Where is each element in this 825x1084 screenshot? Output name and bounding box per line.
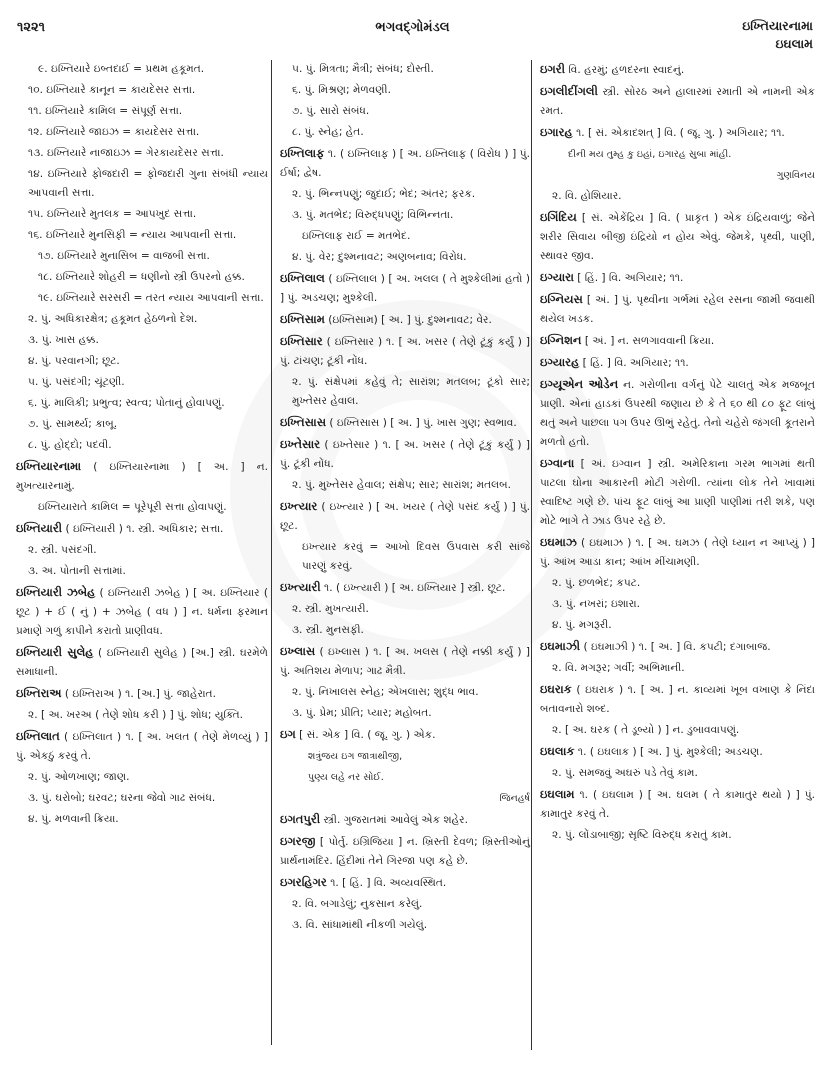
entry-text: ૮. પું. સ્નેહ; હેત. [292,126,364,138]
entry-text: ( ઇખ્ત્યાર ) [ અ. ખયર ( તેણે પસંદ કર્યું ) ] પું. છૂટ. [280,501,530,532]
entry-text: [ હિં. ] વિ. અગિયાર; ૧૧. [579,357,689,369]
entry-text: ૧૬. ઇખ્તિયારે મુનસિફી = ન્યાય આપવાની સત્તા. [28,229,237,241]
entry-text: ૧૭. ઇખ્તિયારે મુનાસિબ = વાજબી સત્તા. [38,250,210,262]
headword: ઇખ્તિસાસ [280,415,327,429]
entry-sense [16,394,268,413]
entry-text: ( ઇખ્તેસાર ) ૧. [ અ. ખસર ( તેણે ટૂંકું કર્યું ) ] પું. ટૂંકી નોંધ. [280,439,530,470]
entry-text: ૨. [ અ. ખરઅ ( તેણે શોધ કરી ) ] પું. શોધ; યુક્તિ. [28,709,243,721]
headword: ઇખ્તિલાફ [280,146,325,160]
entry-sense [540,145,815,164]
entry-sense [280,123,530,142]
entry-sense [540,616,815,635]
guide-word-last: ઇઘલામ [775,36,813,51]
dictionary-entry [540,742,815,762]
entry-sense [280,747,530,766]
entry-sense [16,562,268,581]
entry-sense [540,659,815,678]
entry-sense [280,768,530,787]
headword: ઇખ્તેસાર [280,437,321,451]
entry-text: ન. ગરોળીના વર્ગનું પેટે ચાલતું એક મજબૂત પ્રાણી. એનાં હાડકાં ઉપરથી જણાય છે કે તે ૬૦ થી ૮૦ ફૂટ લાંબું થતું અને પાછલા પગ ઉપર ઊભું રહેતું. તેનો ચહેરો જંગલી કૂતરાને મળતો હતો. [540,379,815,448]
dictionary-entry [280,873,530,893]
headword: ઇખ્ત્યારી [280,580,321,594]
entry-text: ૧. ( ઇખ્તિલાફ ) [ અ. ઇખ્તિલાફ ( વિરોધ ) ] પું. ઈર્ષા; દ્વેષ. [280,148,530,179]
dictionary-entry [16,727,268,766]
dictionary-entry [280,497,530,536]
entry-text: સ્ત્રી. ગુજરાતમાં આવેલું એક શહેર. [320,814,469,826]
headword: ઇગ્નિયસ [540,292,583,306]
headword: ઇખ્તિરાઅ [16,686,62,700]
dictionary-entry [16,684,268,704]
headword: ઇખ્તિલાલ [280,271,325,285]
dictionary-entry [280,725,530,745]
entry-sense [16,60,268,79]
entry-sense [540,595,815,614]
entry-text: ( ઇખ્તિલાલ ) [ અ. ખલલ ( તે મુશ્કેલીમાં હતો ) ] પું. અડચણ; મુશ્કેલી. [280,273,530,304]
entry-text: દીની મય તુમ્હ કુ ઇહાં, ઇગારહ સુબા માંહી. [568,149,732,160]
entry-text: ૩. સ્ત્રી. મુનસફી. [292,624,364,636]
headword: ઇખ્તિયારી ઝબેહ [16,585,96,599]
entry-text: ઇખ્ત્યાર કરવું = આખો દિવસ ઉપવાસ કરી સાંજે પારણું કરવું. [302,541,530,572]
dictionary-entry [540,123,815,143]
dictionary-entry [280,578,530,598]
entry-sense [280,373,530,411]
headword: ઇગિંદિય [540,210,577,224]
entry-text: ( ઇખ્તિરાઅ ) ૧. [અ.] પું. જાહેરાત. [61,688,216,700]
entry-text: ૩. પું. મતભેદ; વિરુદ્ધપણું; વિભિન્નતા. [292,209,454,221]
entry-sense [16,247,268,266]
dictionary-entry [280,810,530,830]
entry-text: ૧૪. ઇખ્તિયારે ફોજદારી = ફોજદારી ગુના સંબંધી ન્યાય આપવાની સત્તા. [28,168,268,199]
entry-text: ૨. વિ. હોશિયાર. [552,190,622,202]
entry-sense [16,789,268,808]
column-3 [540,60,815,847]
entry-sense [280,206,530,225]
entry-text: ૩. પું. ઘરોબો; ઘરવટ; ઘરના જેવો ગાઢ સંબંધ. [28,792,216,804]
entry-text: સ્ત્રી. સોરઠ અને હાલારમાં રમાતી એ નામની એક રમત. [540,86,815,117]
entry-text: ૨. વિ. મગરૂર; ગર્વી; અભિમાની. [552,662,685,674]
entry-text: ૧૫. ઇખ્તિયારે મુતલક = આપખુદ સત્તા. [28,208,197,220]
entry-sense [16,268,268,287]
entry-sense [280,789,530,808]
entry-text: ૨. પું. અધિકારક્ષેત્ર; હકૂમત હેઠળનો દેશ. [28,313,198,325]
dictionary-entry [16,519,268,539]
entry-text: ૧૩. ઇખ્તિયારે નાજાઇઝ = ગેરકાયદેસર સત્તા. [28,147,224,159]
entry-text: ૧. ( ઇઘલાક ) [ અ. ] પું. મુશ્કેલી; અડચણ. [574,746,763,758]
entry-text: પુણ્ય લહે નર સોઈ. [308,772,384,783]
entry-sense [280,538,530,576]
entry-text: ૩. પું. નખરાં; ઇશારા. [552,598,641,610]
headword: ઇઘલાક [540,744,575,758]
entry-text: ( ઇખ્તિલાત ) ૧. [ અ. ખલત ( તેણે મેળવ્યું ) ] પું. એકઠું કરવું તે. [16,731,268,762]
headword: ઇગ્યારા [540,270,574,284]
entry-text: ૫. પું. મિત્રતા; મૈત્રી; સંબંધ; દોસ્તી. [292,63,434,75]
entry-text: [ હિં. ] વિ. અગિયાર; ૧૧. [573,272,684,284]
dictionary-entry [540,208,815,266]
entry-sense [16,331,268,350]
running-title: ભગવદ્ગોમંડલ [375,20,450,35]
dictionary-entry [16,583,268,641]
dictionary-entry [540,82,815,121]
entry-text: ( ઇઘમાઝી ) ૧. [ અ. ] વિ. કપટી; દગાબાજ. [580,641,771,653]
entry-text: ૨. પું. મુખ્તેસર હેવાલ; સંક્ષેપ; સાર; સારાંશ; મતલબ. [292,479,512,491]
entry-text: ૨. [ અ. ઘરક ( તે ડૂબ્યો ) ] ન. ડુબાવવાપણું. [552,724,740,736]
entry-sense [280,81,530,100]
entry-sense [540,826,815,845]
headword: ઇખ્તિસામ [280,312,325,326]
headword: ઇગારહ [540,125,573,139]
entry-sense [540,574,815,593]
entry-text: ૩. અ. પોતાની સત્તામાં. [28,565,126,577]
entry-sense [16,541,268,560]
entry-text: ( ઇખ્તિયારી સુલેહ ) [અ.] સ્ત્રી. ઘરમેળે સમાધાની. [16,647,268,678]
headword: ઇગલીદીંગલી [540,84,598,98]
entry-sense [280,916,530,935]
column-divider [271,60,272,1045]
entry-text: ૬. પું. માલિકી; પ્રભુત્વ; સ્વત્વ; પોતાનું હોવાપણું. [28,397,225,409]
headword: ઇખ્તિસાર [280,334,323,348]
headword: ઇખ્લાસ [280,644,316,658]
page-header [0,12,825,52]
entry-text: ૨. સ્ત્રી. મુખત્યારી. [292,603,369,615]
entry-sense [16,768,268,787]
entry-sense [280,60,530,79]
dictionary-entry [280,832,530,871]
entry-sense [280,600,530,619]
headword: ઇગરજી [280,834,316,848]
page-number: ૧૨૨૧ [17,20,46,35]
entry-sense [16,81,268,100]
column-divider [531,60,532,1050]
entry-text: ( ઇખ્લાસ ) ૧. [ અ. ખલસ ( તેણે નક્કી કર્યું ) ] પું. અતિશય મેળાપ; ગાઢ મૈત્રી. [280,646,530,677]
entry-text: ( ઇખ્તિયારનામા ) [ અ. ] ન. મુખત્યારનામું. [16,461,268,492]
headword: ઇગરી [540,62,566,76]
entry-text: ૩. વિ. સાંધામાંથી નીકળી ગયેલું. [292,919,428,931]
entry-sense [16,165,268,203]
entry-sense [16,144,268,163]
dictionary-entry [540,268,815,288]
dictionary-entry [280,332,530,371]
headword: ઇખ્તિયારનામા [16,459,82,473]
entry-sense [280,102,530,121]
dictionary-entry [540,353,815,373]
entry-text: ૯. ઇખ્તિયારે ઇબ્તદાઈ = પ્રથમ હકૂમત. [38,63,205,75]
entry-text: ૪. પું. મગરૂરી. [552,619,612,631]
entry-text: ૨. પું. ઓળખાણ; જાણ. [28,771,130,783]
entry-sense [16,415,268,434]
dictionary-entry [16,643,268,682]
entry-sense [16,310,268,329]
entry-text: [ સં. એકેંદ્રિય ] વિ. ( પ્રાકૃત ) એક ઇંદ્રિયવાળું; જેને શરીર સિવાય બીજી ઇંદ્રિયો ન હોય એવું. જેમકે, પૃથ્વી, પાણી, સ્થાવર જીવ. [540,212,815,262]
headword: ઇખ્તિલાત [16,729,60,743]
entry-text: ૨. પું. સમજવું અઘરું પડે તેવું કામ. [552,767,698,779]
headword: ઇખ્તિયારી સુલેહ [16,645,94,659]
entry-text: ૩. પું. ખાસ હક્ક. [28,334,99,346]
entry-text: જિનહર્ષ [499,793,530,804]
entry-sense [540,764,815,783]
headword: ઇગ્યૂએન ઓડેન [540,377,619,391]
entry-text: ( ઇઘમાઝ ) ૧. [ અ. ઘમઝ ( તેણે ધ્યાન ન આપ્યું ) ] પું. આંખ આડા કાન; આંખ મીંચામણી. [540,537,815,568]
dictionary-entry [280,642,530,681]
headword: ઇગ્નિશન [540,333,582,347]
headword: ઇખ્તિયારી [16,521,63,535]
entry-text: ( ઇખ્તિસાસ ) [ અ. ] પું. ખાસ ગુણ; સ્વભાવ. [326,417,517,429]
entry-sense [540,187,815,206]
entry-text: ૧૨. ઇખ્તિયારે જાઇઝ = કાયદેસર સત્તા. [28,126,200,138]
entry-text: ૫. પું. પસંદગી; ચૂંટણી. [28,376,125,388]
entry-sense [280,683,530,702]
headword: ઇખ્ત્યાર [280,499,318,513]
entry-sense [16,436,268,455]
entry-sense [16,205,268,224]
entry-text: ૧. [ હિં. ] વિ. અવ્યવસ્થિત. [326,877,447,889]
entry-text: ૪. પું. મળવાની ક્રિયા. [28,813,119,825]
entry-text: [ અં. ઇગ્વાન ] સ્ત્રી. અમેરિકાના ગરમ ભાગમાં થતી પાટલા ઘોના આકારની મોટી ગરોળી. ત્યાંના લોક તેને ખાવામાં સ્વાદિષ્ટ ગણે છે. પાંચ ફૂટ લાંબું આ પ્રાણી પાણીમાં તરી શકે, પણ મોટે ભાગે તે ઝાડ ઉપર રહે છે. [540,458,815,527]
headword: ઇઘલામ [540,787,575,801]
headword: ઇગતપુરી [280,812,321,826]
entry-sense [16,373,268,392]
headword: ઇઘરાક [540,682,572,696]
entry-text: ૪. પું. પરવાનગી; છૂટ. [28,355,120,367]
entry-sense [280,621,530,640]
entry-text: [ અં. ] ન. સળગાવવાની ક્રિયા. [581,335,715,347]
entry-text: ૧૮. ઇખ્તિયારે શોહરી = ધણીનો સ્ત્રી ઉપરનો હક્ક. [38,271,245,283]
dictionary-entry [16,457,268,496]
entry-sense [280,248,530,267]
entry-text: ૭. પું. સામર્થ્ય; કાબૂ. [28,418,118,430]
entry-text: ૨. પું. નિખાલસ સ્નેહ; એખલાસ; શુદ્ધ ભાવ. [292,686,479,698]
headword: ઇગ્વાના [540,456,575,470]
entry-sense [16,810,268,829]
dictionary-entry [540,533,815,572]
entry-text: ૨. પું. છળભેદ; કપટ. [552,577,641,589]
entry-sense [540,166,815,185]
entry-sense [280,185,530,204]
entry-text: ૧. ( ઇખ્ત્યારી ) [ અ. ઇખ્તિયાર ] સ્ત્રી. છૂટ. [320,582,506,594]
column-2 [280,60,530,937]
entry-text: ( ઇખ્તિયારી ઝબેહ ) [ અ. ઇખ્તિયાર ( છૂટ ) + ઈ ( નું ) + ઝબેહ ( વધ ) ] ન. ધર્મના ફરમાન પ્રમાણે ગળું કાપીને કરાતો પ્રાણીવધ. [16,587,268,637]
entry-text: [ પોર્તુ. ઇગ્રિજિયા ] ન. ખ્રિસ્તી દેવળ; ખ્રિસ્તીઓનું પ્રાર્થનામંદિર. હિંદીમાં તેને ગિરજા પણ કહે છે. [280,836,530,867]
headword: ઇગ્યારહ [540,355,580,369]
entry-text: ઇખ્તિયારાતે કામિલ = પૂરેપૂરી સત્તા હોવાપણું. [38,501,227,513]
dictionary-entry [540,290,815,329]
entry-text: ૧. ( ઇઘલામ ) [ અ. ઘલમ ( તે કામાતુર થયો ) ] પું. કામાતુર કરવું તે. [540,789,815,820]
entry-text: ૨. પું. ભિન્નપણું; જુદાઈ; ભેદ; અંતર; ફરક. [292,188,476,200]
entry-text: ૨. સ્ત્રી. પસંદગી. [28,544,97,556]
entry-sense [16,706,268,725]
entry-sense [16,289,268,308]
entry-sense [16,352,268,371]
entry-text: શત્રુંજય ઇગ જાત્રાથીજી, [308,751,403,762]
entry-text: વિ. હરમું; હળદરના સ્વાદનું. [565,64,685,76]
entry-text: ( ઇખ્તિયારી ) ૧. સ્ત્રી. અધિકાર; સત્તા. [62,523,224,535]
dictionary-entry [280,144,530,183]
entry-text: (ઇખ્તિસામ) [ અ. ] પું. દુશ્મનાવટ; વેર. [324,314,492,326]
entry-sense [280,895,530,914]
entry-sense [16,498,268,517]
dictionary-entry [540,785,815,824]
entry-text: ( ઇઘરાક ) ૧. [ અ. ] ન. કાવ્યમાં ખૂબ વખાણ કે નિંદા બતાવનારો શબ્દ. [540,684,815,715]
entry-text: ૧૦. ઇખ્તિયારે કાનૂન = કાયદેસર સત્તા. [28,84,196,96]
guide-word-first: ઇખ્તિયારનામા [742,18,813,33]
dictionary-entry [540,454,815,531]
entry-text: ૪. પું. વેર; દુશ્મનાવટ; અણબનાવ; વિરોધ. [292,251,467,263]
dictionary-entry [280,413,530,433]
headword: ઇઘમાઝ [540,535,577,549]
entry-text: ઇખ્તિલાફ રાઈ = મતભેદ. [302,230,411,242]
entry-text: [ સં. એક ] વિ. ( જૂ. ગુ. ) એક. [295,729,436,741]
headword: ઇઘમાઝી [540,639,581,653]
dictionary-entry [540,680,815,719]
entry-text: [ અં. ] પું. પૃથ્વીના ગર્ભમાં રહેલ રસના જામી જવાથી થયેલ ખડક. [540,294,815,325]
column-1 [16,60,268,831]
entry-text: ( ઇખ્તિસાર ) ૧. [ અ. ખસર ( તેણે ટૂંકું કર્યું ) ] પું. ટાંચણ; ટૂંકી નોંધ. [280,336,530,367]
entry-sense [280,476,530,495]
entry-text: ૮. પું. હોદ્દો; પદવી. [28,439,112,451]
entry-text: ૨. વિ. બગાડેલું; નુકસાન કરેલું. [292,898,423,910]
dictionary-entry [280,310,530,330]
dictionary-entry [540,637,815,657]
dictionary-entry [540,60,815,80]
dictionary-entry [280,269,530,308]
entry-text: ૧૯. ઇખ્તિયારે સરસરી = તરત ન્યાય આપવાની સત્તા. [38,292,264,304]
entry-text: ૨. પું. લોંડાબાજી; સૃષ્ટિ વિરુદ્ધ કરાતું કામ. [552,829,732,841]
entry-sense [540,721,815,740]
entry-text: ગુણવિનય [776,170,815,181]
entry-text: ૭. પું. સારો સંબંધ. [292,105,370,117]
headword: ઇગ [280,727,296,741]
headword: ઇગરહિગર [280,875,327,889]
dictionary-entry [540,331,815,351]
entry-sense [16,226,268,245]
entry-sense [16,102,268,121]
entry-text: ૨. પું. સંક્ષેપમાં કહેવું તે; સારાંશ; મતલબ; ટૂંકો સાર; મુખ્તેસર હેવાલ. [292,376,530,407]
entry-text: ૧૧. ઇખ્તિયારે કામિલ = સંપૂર્ણ સત્તા. [28,105,183,117]
dictionary-entry [280,435,530,474]
entry-sense [280,227,530,246]
entry-text: ૩. પું. પ્રેમ; પ્રીતિ; પ્યાર; મહોબત. [292,707,432,719]
entry-sense [280,704,530,723]
entry-text: ૬. પું. મિશ્રણ; મેળવણી. [292,84,391,96]
entry-text: ૧. [ સં. એકાદશત્ ] વિ. ( જૂ. ગુ. ) અગિયાર; ૧૧. [572,127,785,139]
dictionary-entry [540,375,815,452]
entry-sense [16,123,268,142]
